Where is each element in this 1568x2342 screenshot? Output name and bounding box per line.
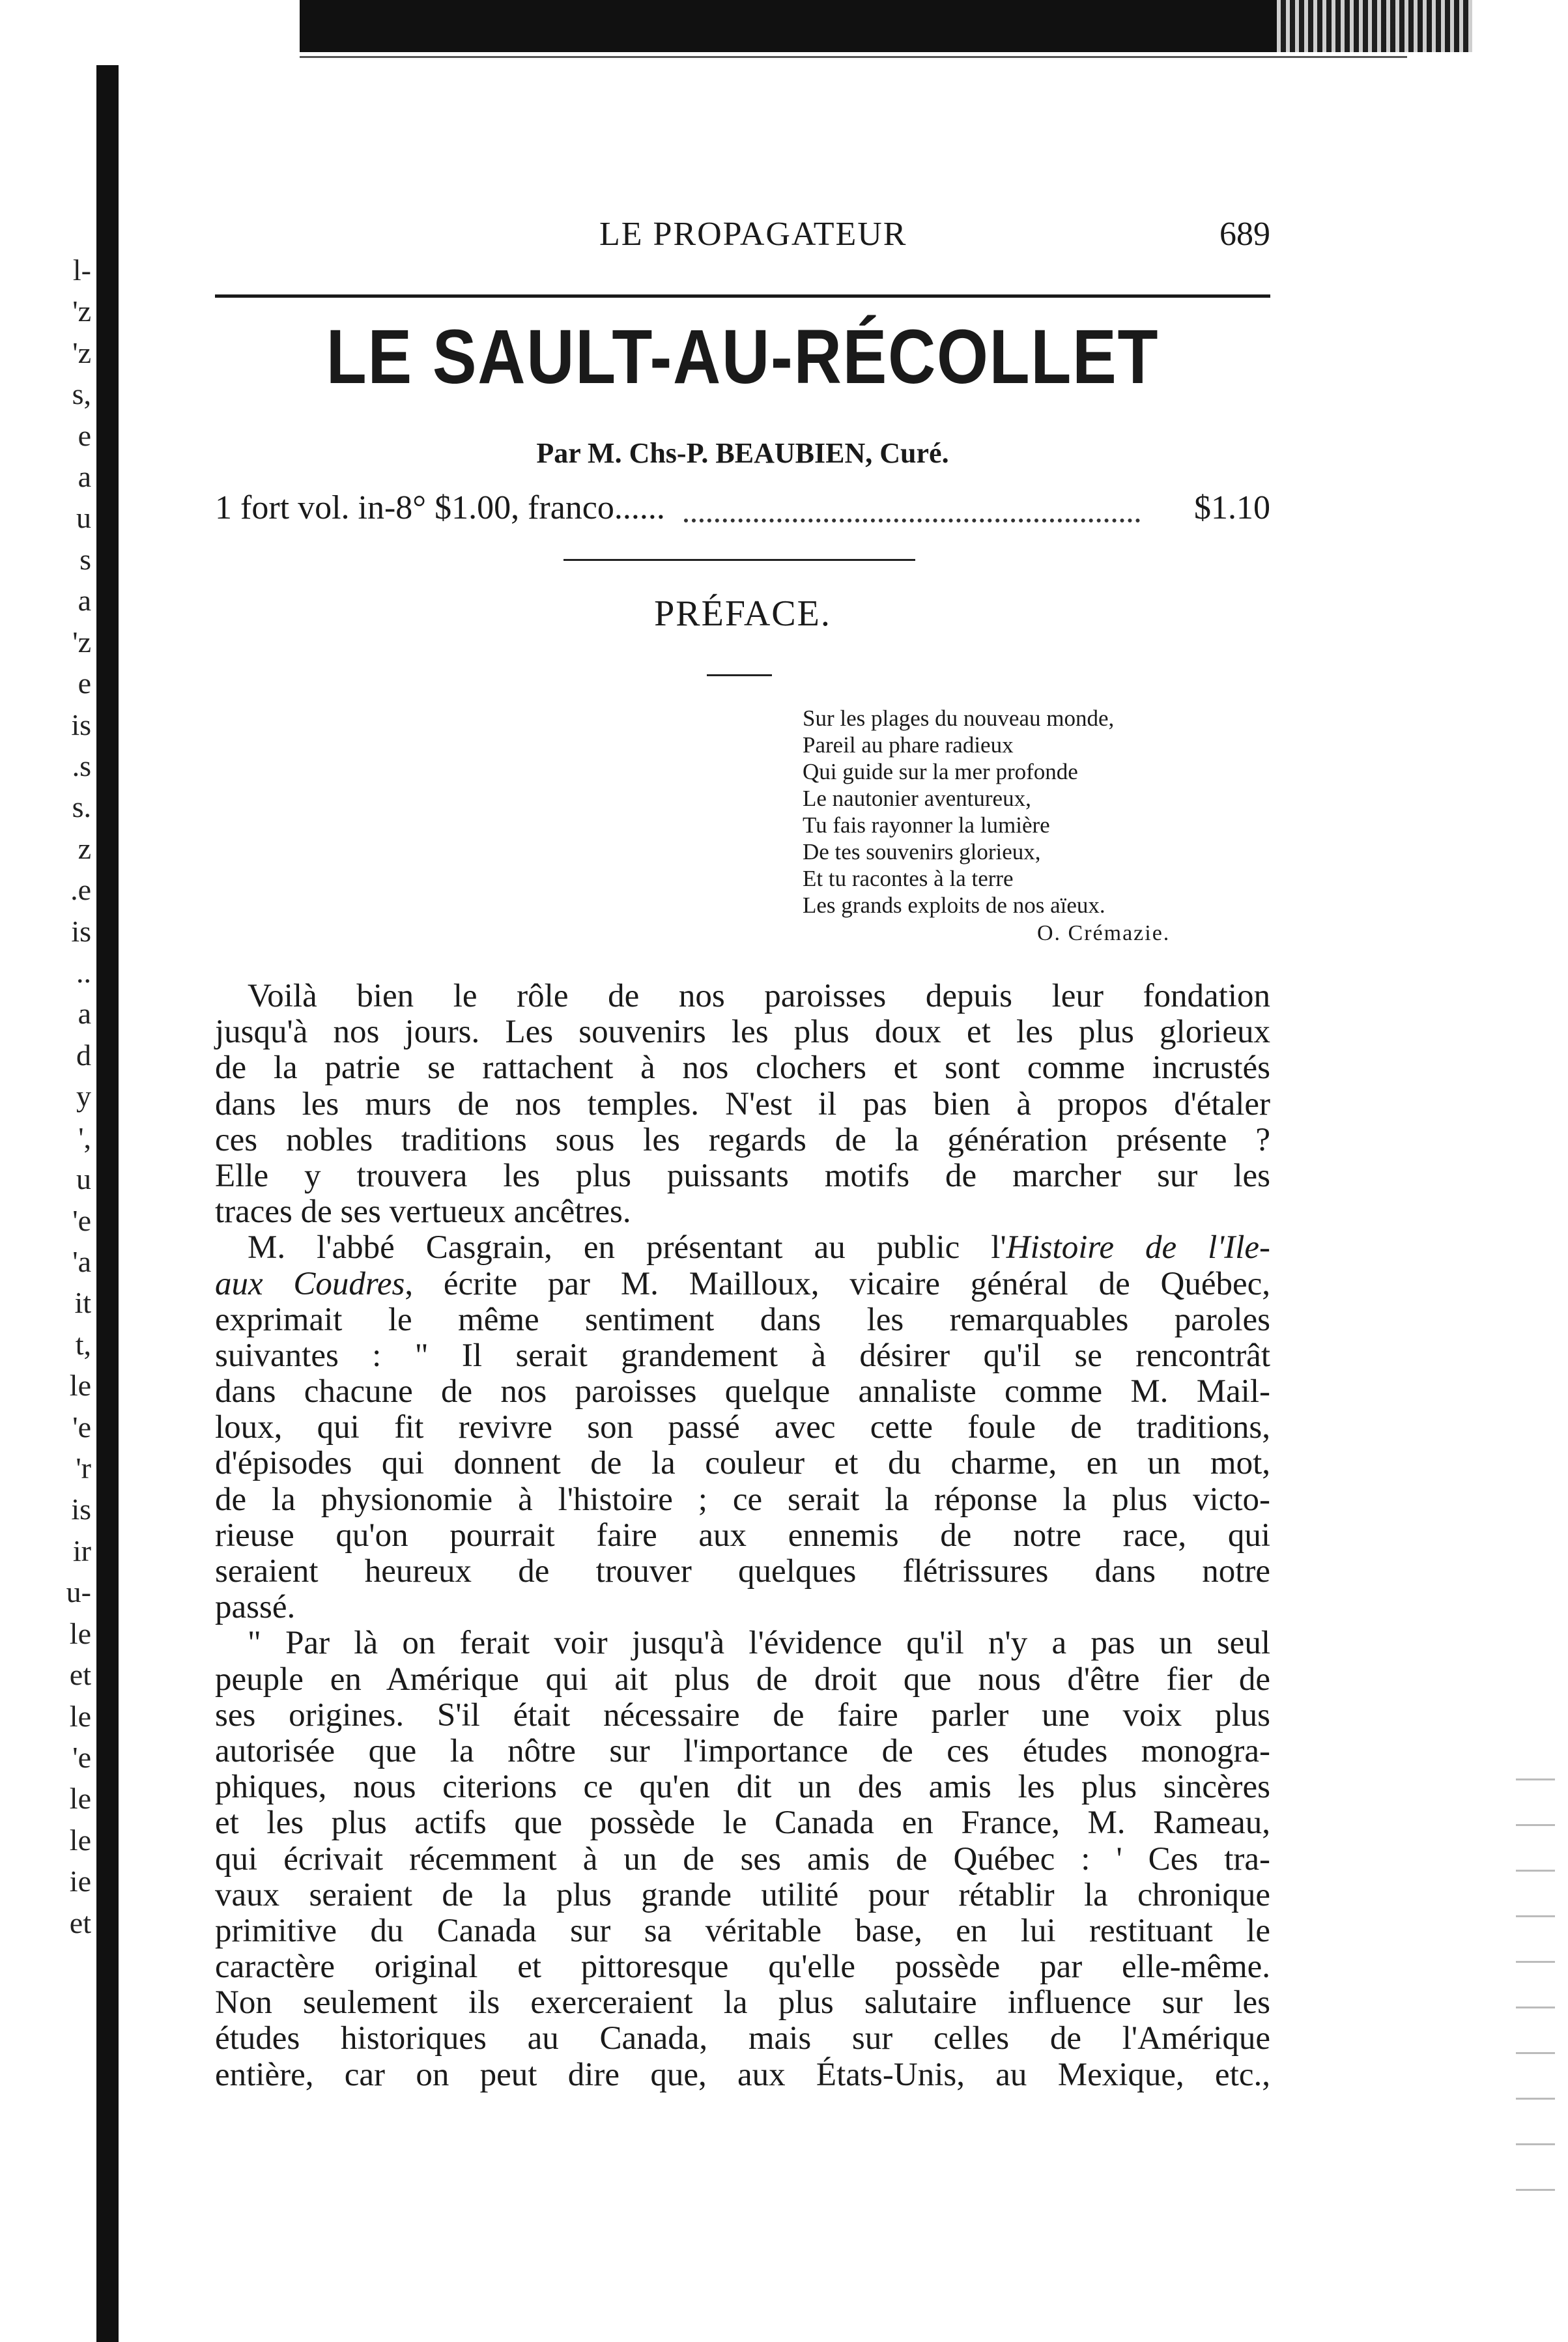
gutter-fragment: a — [78, 584, 91, 617]
gutter-fragment: 'e — [72, 1741, 91, 1774]
gutter-fragment: et — [69, 1658, 91, 1691]
scan-edge-noise — [1277, 0, 1472, 52]
text-line: vaux seraient de la plus grande utilité pour rétablir la chronique — [215, 1876, 1270, 1913]
text-line: dans chacune de nos paroisses quelque annaliste comme M. Mail- — [215, 1373, 1270, 1410]
text-fragment: , écrite par M. Mailloux, vicaire général de Québec, — [405, 1265, 1270, 1302]
gutter-fragment: d — [76, 1038, 91, 1072]
gutter-fragment: s — [79, 543, 91, 576]
scan-noise-right — [1516, 1759, 1555, 2215]
poem-line: Qui guide sur la mer profonde — [803, 759, 1078, 784]
header-rule — [215, 294, 1270, 298]
poem-line: Tu fais rayonner la lumière — [803, 812, 1050, 838]
text-line: passé. — [215, 1589, 296, 1626]
text-line: ses origines. S'il était nécessaire de faire parler une voix plus — [215, 1696, 1270, 1734]
poem-line: De tes souvenirs glorieux, — [803, 839, 1041, 864]
text-line: rieuse qu'on pourrait faire aux ennemis de notre race, qui — [215, 1517, 1270, 1554]
gutter-fragment: .e — [70, 873, 91, 906]
page-number: 689 — [1219, 216, 1270, 253]
italic-title-end: aux Coudres — [215, 1265, 405, 1302]
price-description: 1 fort vol. in-8° $1.00, franco...... — [215, 489, 665, 526]
gutter-fragment: 'e — [72, 1410, 91, 1444]
text-fragment: M. l'abbé Casgrain, en présentant au public l' — [248, 1229, 1006, 1266]
text-line: dans les murs de nos temples. N'est il pas bien à propos d'étaler — [215, 1085, 1270, 1122]
gutter-fragment: l- — [72, 253, 91, 287]
text-line: d'épisodes qui donnent de la couleur et du charme, en un mot, — [215, 1445, 1270, 1482]
byline: Par M. Chs-P. BEAUBIEN, Curé. — [536, 437, 949, 469]
gutter-fragment: s. — [72, 790, 91, 823]
gutter-fragment: a — [78, 997, 91, 1030]
dot-leader — [684, 519, 1140, 522]
gutter-fragment: 'z — [72, 294, 91, 328]
gutter-fragment: 'a — [72, 1245, 91, 1278]
text-line: suivantes : " Il serait grandement à désirer qu'il se rencontrât — [215, 1337, 1270, 1374]
gutter-fragment: 'e — [72, 1204, 91, 1237]
gutter-fragment: is — [71, 708, 91, 741]
text-line: Non seulement ils exerceraient la plus salutaire influence sur les — [215, 1984, 1270, 2021]
gutter-fragment: s, — [72, 377, 91, 410]
gutter-fragment: y — [76, 1079, 91, 1113]
gutter-fragment: 'z — [72, 336, 91, 369]
gutter-fragment: e — [78, 419, 91, 452]
section-title: PRÉFACE. — [654, 593, 831, 634]
gutter-fragment: 'z — [72, 625, 91, 659]
text-line: et les plus actifs que possède le Canada en France, M. Rameau, — [215, 1805, 1270, 1842]
text-line: Elle y trouvera les plus puissants motifs de marcher sur les — [215, 1157, 1270, 1194]
gutter-fragment: le — [69, 1782, 91, 1815]
text-line: études historiques au Canada, mais sur celles de l'Amérique — [215, 2020, 1270, 2057]
poem-line: Le nautonier aventureux, — [803, 786, 1031, 811]
gutter-fragment: u — [76, 501, 91, 534]
text-line: qui écrivait récemment à un de ses amis de Québec : ' Ces tra- — [215, 1840, 1270, 1878]
gutter-fragment: .. — [76, 956, 91, 989]
gutter-fragment: t, — [75, 1328, 91, 1361]
gutter-fragment: a — [78, 460, 91, 493]
poem-line: Et tu racontes à la terre — [803, 866, 1014, 891]
gutter-fragment: u — [76, 1162, 91, 1195]
italic-title: Histoire de l'Ile- — [1006, 1229, 1270, 1266]
poem-line: Les grands exploits de nos aïeux. — [803, 893, 1105, 918]
text-line: de la physionomie à l'histoire ; ce serait la réponse la plus victo- — [215, 1481, 1270, 1518]
gutter-fragment: et — [69, 1906, 91, 1939]
text-line: de la patrie se rattachent à nos clochers et sont comme incrustés — [215, 1050, 1270, 1087]
poem-line: Pareil au phare radieux — [803, 732, 1014, 758]
gutter-fragment: le — [69, 1823, 91, 1857]
text-line: traces de ses vertueux ancêtres. — [215, 1193, 631, 1231]
facing-page-fragments — [0, 254, 91, 2013]
text-line: seraient heureux de trouver quelques flétrissures dans notre — [215, 1553, 1270, 1590]
poem-line: Sur les plages du nouveau monde, — [803, 706, 1115, 731]
epigraph-poem — [803, 705, 1272, 919]
gutter-fragment: it — [74, 1286, 91, 1319]
gutter-fragment: ir — [72, 1534, 91, 1567]
gutter-fragment: ie — [69, 1864, 91, 1898]
section-rule — [563, 559, 915, 561]
text-line: " Par là on ferait voir jusqu'à l'évidence qu'il n'y a pas un seul — [248, 1625, 1270, 1662]
price-line — [215, 489, 1270, 534]
running-head — [215, 215, 1270, 267]
poem-author: O. Crémazie. — [1037, 921, 1171, 945]
short-rule — [707, 674, 772, 676]
gutter-fragment: u- — [66, 1575, 91, 1608]
gutter-fragment: 'r — [76, 1451, 91, 1485]
text-line: primitive du Canada sur sa véritable base, en lui restituant le — [215, 1912, 1270, 1949]
text-line: peuple en Amérique qui ait plus de droit que nous d'être fier de — [215, 1661, 1270, 1698]
text-line: loux, qui fit revivre son passé avec cette foule de traditions, — [215, 1409, 1270, 1446]
gutter-fragment: ', — [78, 1121, 91, 1154]
scan-edge-line — [300, 56, 1407, 58]
gutter-fragment: le — [69, 1700, 91, 1733]
text-line: jusqu'à nos jours. Les souvenirs les plus doux et les plus glorieux — [215, 1014, 1270, 1051]
text-line — [215, 1266, 1270, 1302]
gutter-fragment: .s — [72, 749, 91, 782]
text-line: caractère original et pittoresque qu'elle possède par elle-même. — [215, 1949, 1270, 1986]
body-text — [215, 978, 1270, 2093]
gutter-fragment: z — [78, 832, 91, 865]
price-value: $1.10 — [1194, 489, 1270, 526]
text-line — [215, 1230, 1270, 1266]
text-line: exprimait le même sentiment dans les remarquables paroles — [215, 1301, 1270, 1338]
text-line: entière, car on peut dire que, aux États-Unis, au Mexique, etc., — [215, 2056, 1270, 2093]
running-title: LE PROPAGATEUR — [599, 216, 907, 253]
gutter-fragment: le — [69, 1617, 91, 1650]
article-title: LE SAULT-AU-RÉCOLLET — [326, 314, 1160, 400]
text-line: Voilà bien le rôle de nos paroisses depuis leur fondation — [248, 978, 1270, 1014]
gutter-fragment: is — [71, 915, 91, 948]
text-line: phiques, nous citerions ce qu'en dit un des amis les plus sincères — [215, 1769, 1270, 1806]
gutter-fragment: e — [78, 666, 91, 700]
text-line: autorisée que la nôtre sur l'importance de ces études monogra- — [215, 1732, 1270, 1769]
book-spine-shadow — [96, 65, 119, 2342]
gutter-fragment: is — [71, 1492, 91, 1526]
gutter-fragment: le — [69, 1369, 91, 1402]
text-line: ces nobles traditions sous les regards de la génération présente ? — [215, 1121, 1270, 1158]
